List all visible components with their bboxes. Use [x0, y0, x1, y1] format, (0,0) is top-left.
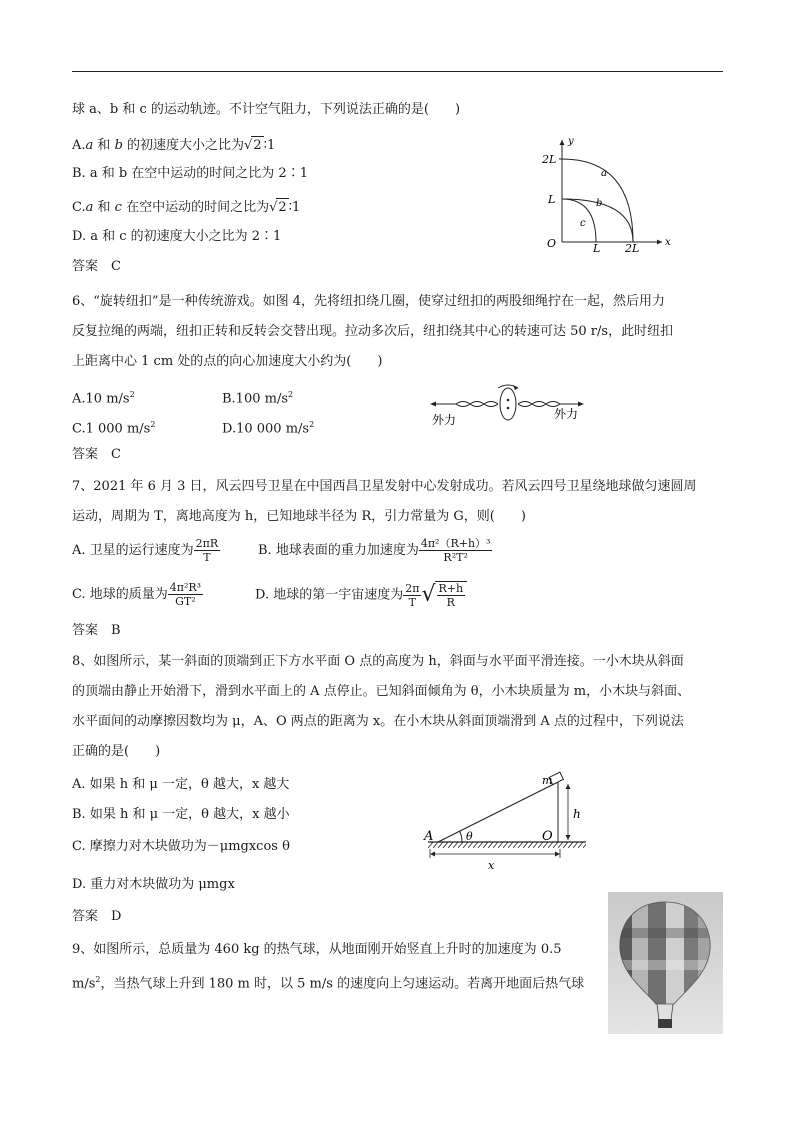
q7-line-1: 7、2021 年 6 月 3 日，风云四号卫星在中国西昌卫星发射中心发射成功。若风云四号卫星绕地球做匀速圆周	[72, 479, 697, 494]
point-o-label: O	[542, 829, 553, 844]
force-left-label: 外力	[432, 413, 457, 427]
distance-x-label: x	[488, 859, 495, 872]
label-l-y: L	[548, 193, 556, 206]
q7-line-2: 运动，周期为 T，离地高度为 h，已知地球半径为 R，引力常量为 G，则( )	[72, 509, 526, 524]
q8-answer: 答案 D	[72, 909, 122, 924]
curve-b-label: b	[596, 198, 603, 209]
q8-option-a: A. 如果 h 和 μ 一定，θ 越大，x 越大	[72, 777, 290, 792]
q5-option-c: C.a 和 c 在空中运动的时间之比为√2 ∶1	[72, 200, 301, 215]
q9-line-1: 9、如图所示，总质量为 460 kg 的热气球，从地面刚开始竖直上升时的加速度为 0.5	[72, 942, 562, 957]
q7-option-a: A. 卫星的运行速度为 $\frac{2\pi R}{T}$	[72, 537, 219, 564]
q7-option-d: D. 地球的第一宇宙速度为 $\frac{2\pi}{T}$ √ $\frac{R+h}{R}$	[255, 580, 467, 611]
q5-option-a: A.a 和 b 的初速度大小之比为√2 ∶1	[72, 138, 276, 153]
label-2l-x: 2L	[625, 242, 640, 254]
sqrt-radicand: 2	[253, 138, 262, 153]
q5-answer: 答案 C	[72, 259, 121, 274]
q6-option-a: A.10 $m/s^2$	[72, 390, 135, 407]
q6-line-2: 反复拉绳的两端，纽扣正转和反转会交替出现。拉动多次后，纽扣绕其中心的转速可达 50 r/s，此时纽扣	[72, 324, 674, 339]
q6-button-figure	[428, 380, 588, 428]
sqrt-radicand: 2	[278, 200, 287, 215]
q6-option-b: B.100 $m/s^2$	[222, 390, 294, 407]
q8-option-d: D. 重力对木块做功为 μmgx	[72, 877, 235, 892]
q6-option-d: D.10 000 $m/s^2$	[222, 420, 315, 437]
sqrt-fraction: $\frac{R+h}{R}$	[435, 581, 468, 609]
q6-option-c: C.1 000 $m/s^2$	[72, 420, 156, 437]
q6-answer: 答案 C	[72, 447, 121, 462]
fraction: $\frac{\text{4π²（R+h）³}}{\text{R²T²}}$	[420, 537, 491, 564]
q7-answer: 答案 B	[72, 623, 121, 638]
q8-line-2: 的顶端由静止开始滑下，滑到水平面上的 A 点停止。已知斜面倾角为 θ，小木块质量为 m，小木块与斜面、	[72, 684, 691, 699]
q5-stem: 球 a、b 和 c 的运动轨迹。不计空气阻力，下列说法正确的是( )	[72, 102, 461, 117]
q8-option-c: C. 摩擦力对木块做功为－μmgxcos θ	[72, 839, 290, 854]
label-l-x: L	[593, 242, 601, 254]
hot-air-balloon-photo	[608, 892, 723, 1034]
q7-option-c: C. 地球的质量为 $\frac{\text{4π²R³}}{\text{GT²}}$	[72, 581, 202, 608]
curve-a-label: a	[601, 168, 607, 179]
header-rule	[72, 71, 723, 72]
angle-theta-label: θ	[466, 830, 473, 843]
q5-option-d: D. a 和 c 的初速度大小之比为 2∶1	[72, 229, 282, 244]
axis-x-label: x	[665, 237, 671, 248]
q8-incline-figure	[418, 770, 594, 872]
q9-line-2: $m/s^2$，当热气球上升到 180 m 时，以 5 m/s 的速度向上匀速运动。若离开地面后热气球	[72, 975, 585, 992]
curve-c-label: c	[580, 218, 586, 229]
q8-line-3: 水平面间的动摩擦因数均为 μ，A、O 两点的距离为 x。在小木块从斜面顶端滑到 A 点的过程中，下列说法	[72, 714, 684, 729]
label-origin: O	[547, 237, 557, 250]
height-label: h	[573, 807, 581, 821]
point-a-label: A	[424, 829, 434, 844]
mass-label: m	[542, 774, 553, 787]
fraction: $\frac{2\pi R}{T}$	[195, 537, 219, 564]
q5-option-b: B. a 和 b 在空中运动的时间之比为 2∶1	[72, 166, 308, 181]
q7-option-b: B. 地球表面的重力加速度为 $\frac{\text{4π²（R+h）³}}{\text{R²T²}}$	[258, 537, 491, 564]
fraction: $\frac{2\pi}{T}$	[405, 581, 420, 609]
q8-option-b: B. 如果 h 和 μ 一定，θ 越大，x 越小	[72, 807, 290, 822]
axis-y-label: y	[568, 136, 574, 147]
q8-line-1: 8、如图所示，某一斜面的顶端到正下方水平面 O 点的高度为 h，斜面与水平面平滑连接。一小木块从斜面	[72, 654, 684, 669]
label-2l-y: 2L	[542, 153, 557, 166]
q8-line-4: 正确的是( )	[72, 744, 161, 759]
q5-trajectory-figure	[532, 134, 672, 254]
force-right-label: 外力	[554, 407, 579, 421]
q6-line-3: 上距离中心 1 cm 处的点的向心加速度大小约为( )	[72, 354, 383, 369]
q6-line-1: 6、“旋转纽扣”是一种传统游戏。如图 4，先将纽扣绕几圈，使穿过纽扣的两股细绳拧在一起，然后用力	[72, 294, 665, 309]
fraction: $\frac{\text{4π²R³}}{\text{GT²}}$	[169, 581, 202, 608]
